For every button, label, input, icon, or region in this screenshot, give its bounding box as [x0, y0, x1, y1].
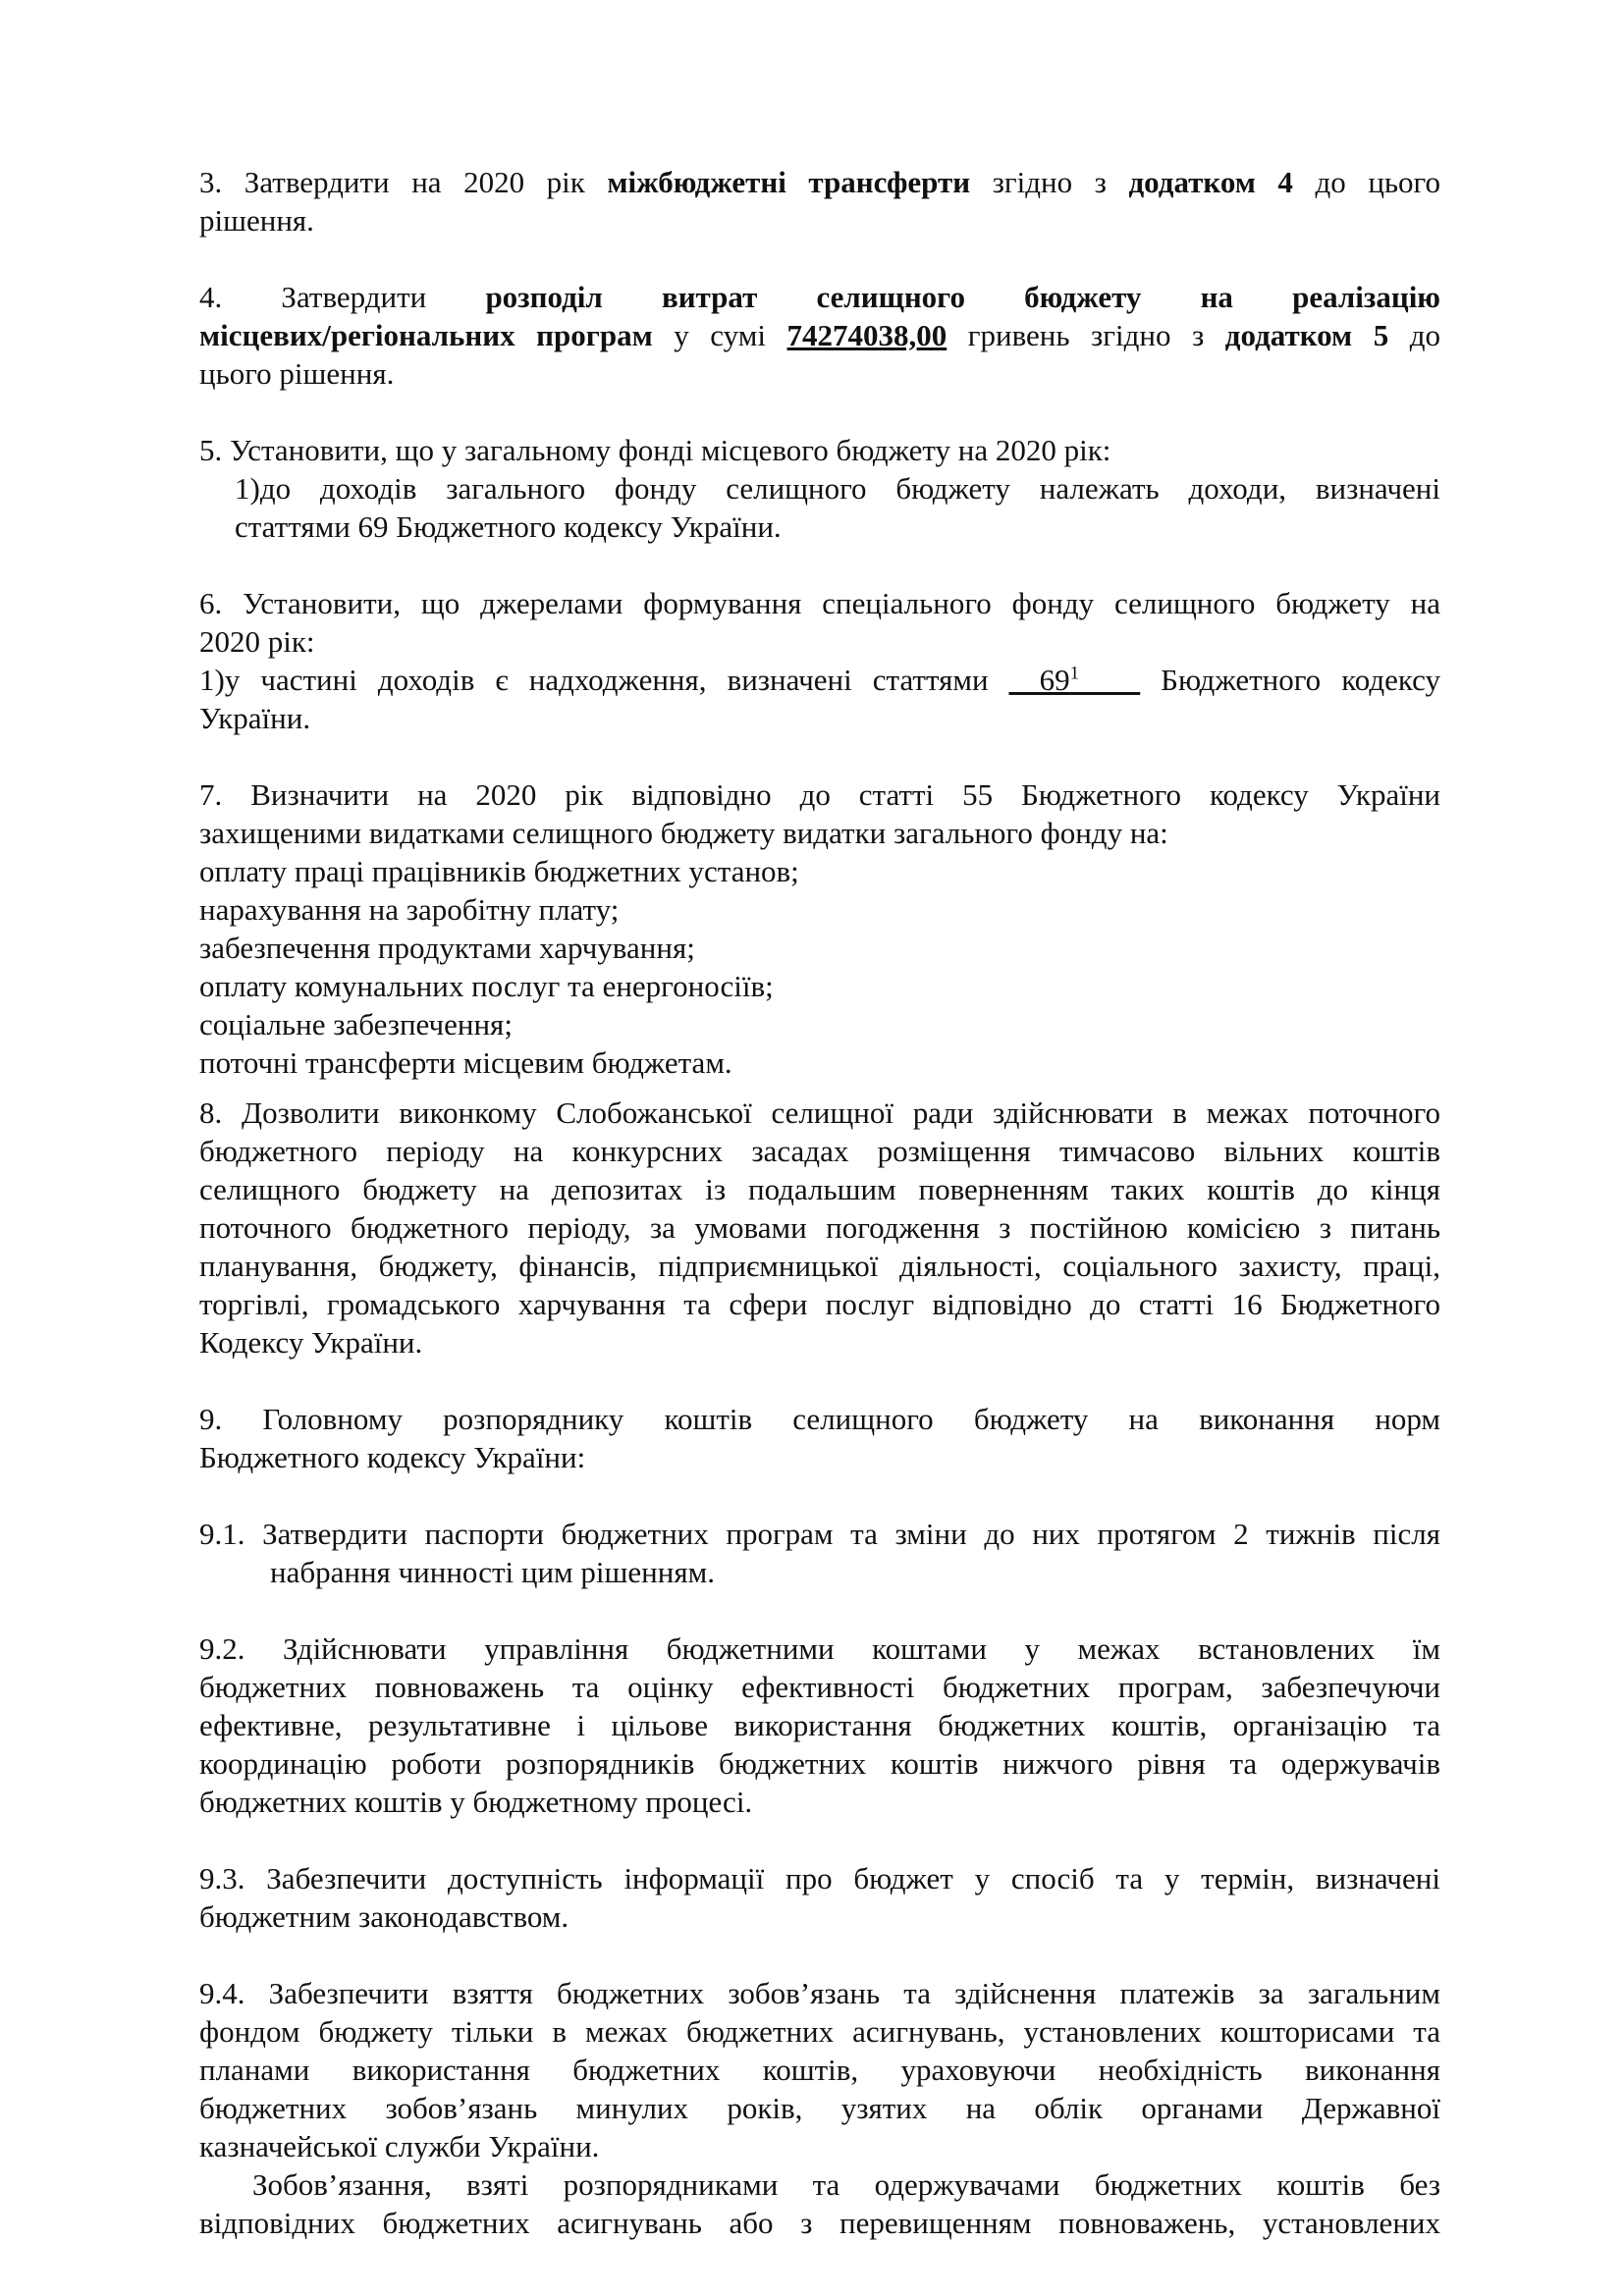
article-number: $\_\_69^1\_\_\_\_$: [1008, 663, 1141, 697]
list-item: оплату праці працівників бюджетних установ;: [199, 854, 799, 888]
paragraph-9-4-line-7: відповідних бюджетних асигнувань або з перевищенням повноважень, установлених: [199, 2206, 1440, 2240]
paragraph-9-1-line-1: 9.1. Затвердити паспорти бюджетних програм та зміни до них протягом 2 тижнів після: [199, 1517, 1440, 1551]
list-item: нарахування на заробітну плату;: [199, 892, 620, 927]
paragraph-9-1-line-2: набрання чинності цим рішенням.: [270, 1555, 715, 1589]
amount-value: 74274038,00: [786, 318, 947, 352]
paragraph-3-line-1: 3. Затвердити на 2020 рік міжбюджетні трансферти згідно з додатком 4 до цього: [199, 165, 1440, 199]
paragraph-3: [199, 163, 1440, 240]
document-body: [199, 163, 1440, 2242]
paragraph-6-line-4: України.: [199, 701, 311, 735]
paragraph-6-line-3: 1)у частині доходів є надходження, визначені статтями $\_\_69^1\_\_\_\_$ Бюджетного кодексу: [199, 663, 1440, 697]
paragraph-7-line-2: захищеними видатками селищного бюджету видатки загального фонду на:: [199, 816, 1168, 850]
paragraph-4-line-2: місцевих/регіональних програм у сумі 74274038,00 гривень згідно з додатком 5 до: [199, 318, 1441, 352]
paragraph-4-line-1: 4. Затвердити розподіл витрат селищного бюджету на реалізацію: [199, 280, 1440, 314]
paragraph-9: [199, 1400, 1440, 1476]
paragraph-9-4-line-6: Зобов’язання, взяті розпорядниками та одержувачами бюджетних коштів без: [252, 2167, 1440, 2202]
paragraph-9-2-line-5: бюджетних коштів у бюджетному процесі.: [199, 1785, 753, 1819]
bold-term: додатком 4: [1128, 165, 1293, 199]
paragraph-8-line-4: поточного бюджетного періоду, за умовами погодження з постійною комісією з питань: [199, 1210, 1440, 1245]
paragraph-8-line-1: 8. Дозволити виконкому Слобожанської селищної ради здійснювати в межах поточного: [199, 1095, 1440, 1130]
paragraph-9-4-line-5: казначейської служби України.: [199, 2129, 600, 2163]
bold-term: розподіл витрат селищного бюджету на реалізацію: [485, 280, 1440, 314]
paragraph-9-line-1: 9. Головному розпоряднику коштів селищного бюджету на виконання норм: [199, 1402, 1440, 1436]
paragraph-9-4-line-4: бюджетних зобов’язань минулих років, узятих на облік органами Державної: [199, 2091, 1440, 2125]
bold-term: додатком 5: [1224, 318, 1389, 352]
paragraph-8-line-5: планування, бюджету, фінансів, підприємницької діяльності, соціального захисту, праці,: [199, 1249, 1440, 1283]
list-item: оплату комунальних послуг та енергоносіїв;: [199, 969, 774, 1003]
paragraph-8-line-2: бюджетного періоду на конкурсних засадах розміщення тимчасово вільних коштів: [199, 1134, 1440, 1168]
paragraph-9-2-line-2: бюджетних повноважень та оцінку ефективності бюджетних програм, забезпечуючи: [199, 1670, 1440, 1704]
list-item: соціальне забезпечення;: [199, 1007, 513, 1041]
paragraph-8-line-7: Кодексу України.: [199, 1325, 423, 1360]
paragraph-9-4-line-2: фондом бюджету тільки в межах бюджетних асигнувань, установлених кошторисами та: [199, 2014, 1440, 2049]
paragraph-8-line-3: селищного бюджету на депозитах із подальшим поверненням таких коштів до кінця: [199, 1172, 1440, 1206]
paragraph-6-line-2: 2020 рік:: [199, 624, 315, 659]
bold-term: місцевих/регіональних програм: [199, 318, 653, 352]
paragraph-9-3: [199, 1859, 1440, 1936]
paragraph-5-line-1: 5. Установити, що у загальному фонді місцевого бюджету на 2020 рік:: [199, 433, 1111, 467]
paragraph-5-line-2: 1)до доходів загального фонду селищного бюджету належать доходи, визначені: [235, 471, 1440, 506]
bold-term: міжбюджетні трансферти: [607, 165, 971, 199]
paragraph-3-line-2: рішення.: [199, 203, 314, 238]
paragraph-5-line-3: статтями 69 Бюджетного кодексу України.: [235, 509, 782, 544]
paragraph-4-line-3: цього рішення.: [199, 356, 395, 391]
paragraph-8-line-6: торгівлі, громадського харчування та сфери послуг відповідно до статті 16 Бюджетного: [199, 1287, 1440, 1321]
paragraph-9-2: [199, 1629, 1440, 1821]
paragraph-9-4-line-3: планами використання бюджетних коштів, ураховуючи необхідність виконання: [199, 2053, 1440, 2087]
paragraph-6-line-1: 6. Установити, що джерелами формування спеціального фонду селищного бюджету на: [199, 586, 1440, 620]
paragraph-6: [199, 584, 1440, 737]
paragraph-9-2-line-1: 9.2. Здійснювати управління бюджетними коштами у межах встановлених їм: [199, 1631, 1440, 1666]
paragraph-7: [199, 775, 1440, 1082]
paragraph-9-3-line-2: бюджетним законодавством.: [199, 1899, 569, 1934]
paragraph-9-line-2: Бюджетного кодексу України:: [199, 1440, 586, 1474]
paragraph-9-2-line-4: координацію роботи розпорядників бюджетних коштів нижчого рівня та одержувачів: [199, 1746, 1440, 1781]
paragraph-9-3-line-1: 9.3. Забезпечити доступність інформації про бюджет у спосіб та у термін, визначені: [199, 1861, 1440, 1896]
paragraph-9-4-line-1: 9.4. Забезпечити взяття бюджетних зобов’язань та здійснення платежів за загальним: [199, 1976, 1440, 2010]
paragraph-9-4: [199, 1974, 1440, 2242]
paragraph-8: [199, 1094, 1440, 1362]
paragraph-7-line-1: 7. Визначити на 2020 рік відповідно до статті 55 Бюджетного кодексу України: [199, 777, 1440, 812]
paragraph-9-1: [199, 1515, 1440, 1591]
paragraph-5: [199, 431, 1440, 546]
list-item: поточні трансферти місцевим бюджетам.: [199, 1045, 732, 1080]
list-item: забезпечення продуктами харчування;: [199, 931, 695, 965]
paragraph-9-2-line-3: ефективне, результативне і цільове використання бюджетних коштів, організацію та: [199, 1708, 1440, 1742]
paragraph-4: [199, 278, 1440, 393]
